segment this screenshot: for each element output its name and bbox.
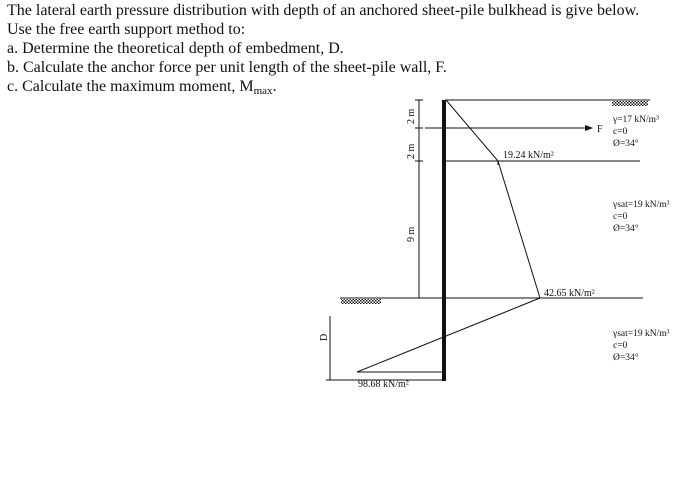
dimension-label-anchor: 2 m bbox=[406, 143, 417, 159]
net-pressure-diagram bbox=[357, 298, 540, 372]
layer3-c: c=0 bbox=[613, 341, 628, 351]
problem-line-c-end: . bbox=[272, 78, 277, 95]
anchor-force-label: F bbox=[597, 124, 603, 135]
layer1-gamma: γ=17 kN/m³ bbox=[613, 115, 659, 125]
layer2-c: c=0 bbox=[613, 212, 628, 222]
pressure-label-19: 19.24 kN/m² bbox=[503, 150, 554, 161]
problem-line-a: a. Determine the theoretical depth of embedment, D. bbox=[7, 40, 344, 57]
problem-line-c-subscript: max bbox=[253, 85, 273, 97]
sheet-pile-wall bbox=[442, 100, 446, 381]
dredge-hatch bbox=[341, 298, 381, 304]
pressure-label-98: 98.68 kN/m² bbox=[358, 379, 409, 390]
layer1-phi: Ø=34° bbox=[613, 139, 639, 149]
layer1-c: c=0 bbox=[613, 127, 628, 137]
problem-line-1: The lateral earth pressure distribution with depth of an anchored sheet-pile bulkhead is give below. bbox=[7, 2, 640, 19]
dimension-label-top: 2 m bbox=[406, 108, 417, 124]
active-pressure-diagram bbox=[446, 100, 540, 298]
layer3-phi: Ø=34° bbox=[613, 353, 639, 363]
problem-line-c-text: c. Calculate the maximum moment, M bbox=[7, 78, 254, 95]
problem-line-b: b. Calculate the anchor force per unit length of the sheet-pile wall, F. bbox=[7, 59, 447, 76]
layer2-gamma: γsat=19 kN/m³ bbox=[613, 200, 670, 210]
dimension-label-middle: 9 m bbox=[406, 226, 417, 242]
embedment-label: D bbox=[319, 333, 330, 341]
layer2-phi: Ø=34° bbox=[613, 224, 639, 234]
pressure-label-42: 42.65 kN/m² bbox=[544, 288, 595, 299]
problem-line-2: Use the free earth support method to: bbox=[7, 21, 246, 38]
layer3-gamma: γsat=19 kN/m³ bbox=[613, 329, 670, 339]
ground-surface-hatch bbox=[612, 100, 648, 106]
